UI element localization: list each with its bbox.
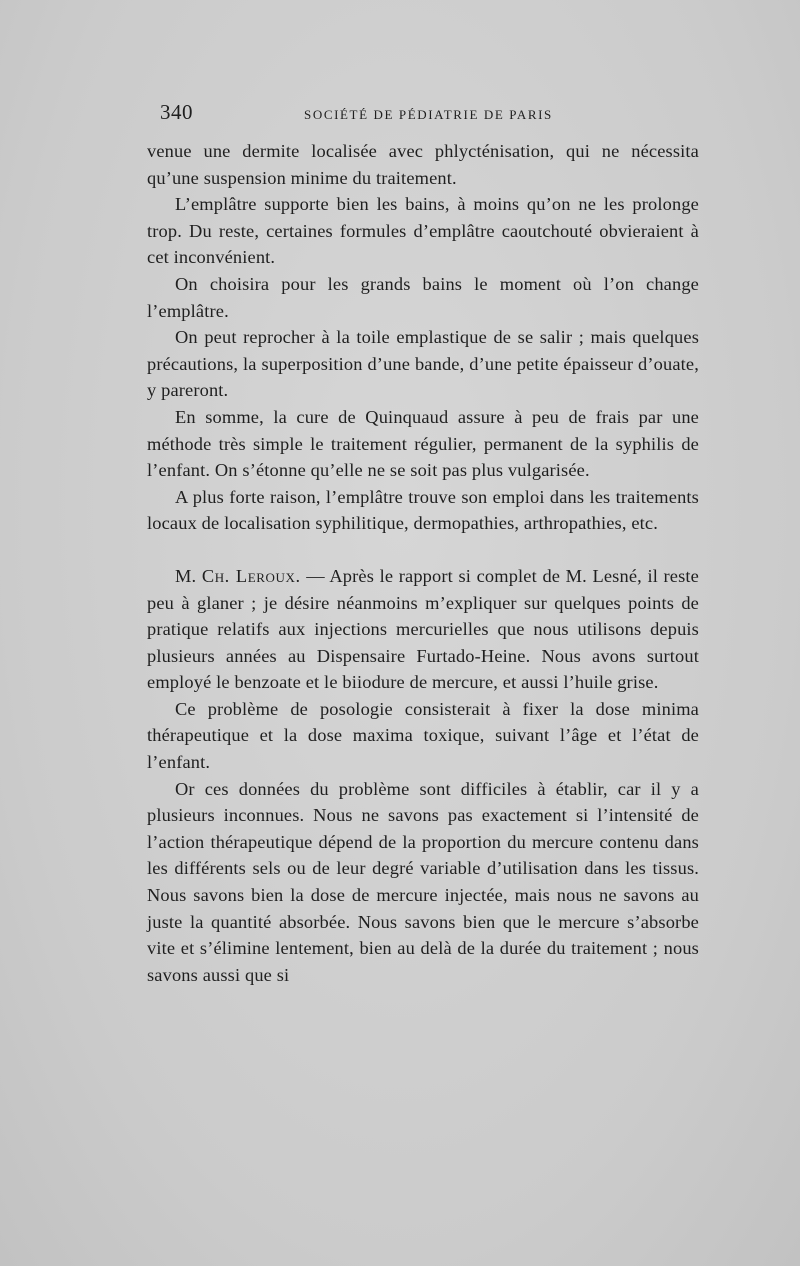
- paragraph-2: L’emplâtre supporte bien les bains, à moins qu’on ne les prolonge trop. Du reste, certaines formules d’emplâtre caoutchouté obvieraient à cet inconvénient.: [147, 194, 699, 268]
- page-header: [160, 100, 700, 130]
- paragraph-6: A plus forte raison, l’emplâtre trouve son emploi dans les traitements locaux de localisation syphilitique, dermopathies, arthropathies, etc.: [147, 486, 699, 534]
- leroux-paragraph: [147, 563, 699, 696]
- paragraph-5: En somme, la cure de Quinquaud assure à peu de frais par une méthode très simple le traitement régulier, permanent de la syphilis de l’enfant. On s’étonne qu’elle ne se soit pas plus vulgarisée.: [147, 406, 699, 481]
- body-text: [147, 138, 699, 988]
- paragraph-4: On peut reprocher à la toile emplastique de se salir ; mais quelques précautions, la superposition d’une bande, d’une petite épaisseur d’ouate, y pareront.: [147, 327, 699, 401]
- leroux-text: — Après le rapport si complet de M. Lesné, il reste peu à glaner ; je désire néanmoins m’expliquer sur quelques points de pratique relatifs aux injections mercurielles que nous utilisons depuis plusieurs années au Dispensaire Furtado-Heine. Nous avons surtout employé le benzoate et le biiodure de mercure, et aussi l’huile grise.: [147, 565, 699, 693]
- paragraph-9: Or ces données du problème sont difficiles à établir, car il y a plusieurs inconnues. Nous ne savons pas exactement si l’intensité de l’action thérapeutique dépend de la proportion du mercure contenu dans les différents sels ou de leur degré variable d’utilisation dans les tissus. Nous savons bien la dose de mercure injectée, mais nous ne savons au juste la quantité absorbée. Nous savons bien que le mercure s’absorbe vite et s’élimine lentement, bien au delà de la durée du traitement ; nous savons aussi que si: [147, 778, 699, 985]
- running-title: SOCIÉTÉ DE PÉDIATRIE DE PARIS: [304, 107, 553, 122]
- paragraph-3: On choisira pour les grands bains le moment où l’on change l’emplâtre.: [147, 273, 699, 321]
- paragraph-1: venue une dermite localisée avec phlycténisation, qui ne nécessita qu’une suspension minime du traitement.: [147, 141, 699, 188]
- page-number: 340: [160, 100, 193, 124]
- speaker-name: Ch. Leroux.: [201, 565, 301, 586]
- leroux-prefix: M.: [175, 565, 202, 586]
- paragraph-8: Ce problème de posologie consisterait à fixer la dose minima thérapeutique et la dose maxima toxique, suivant l’âge et l’état de l’enfant.: [147, 698, 699, 773]
